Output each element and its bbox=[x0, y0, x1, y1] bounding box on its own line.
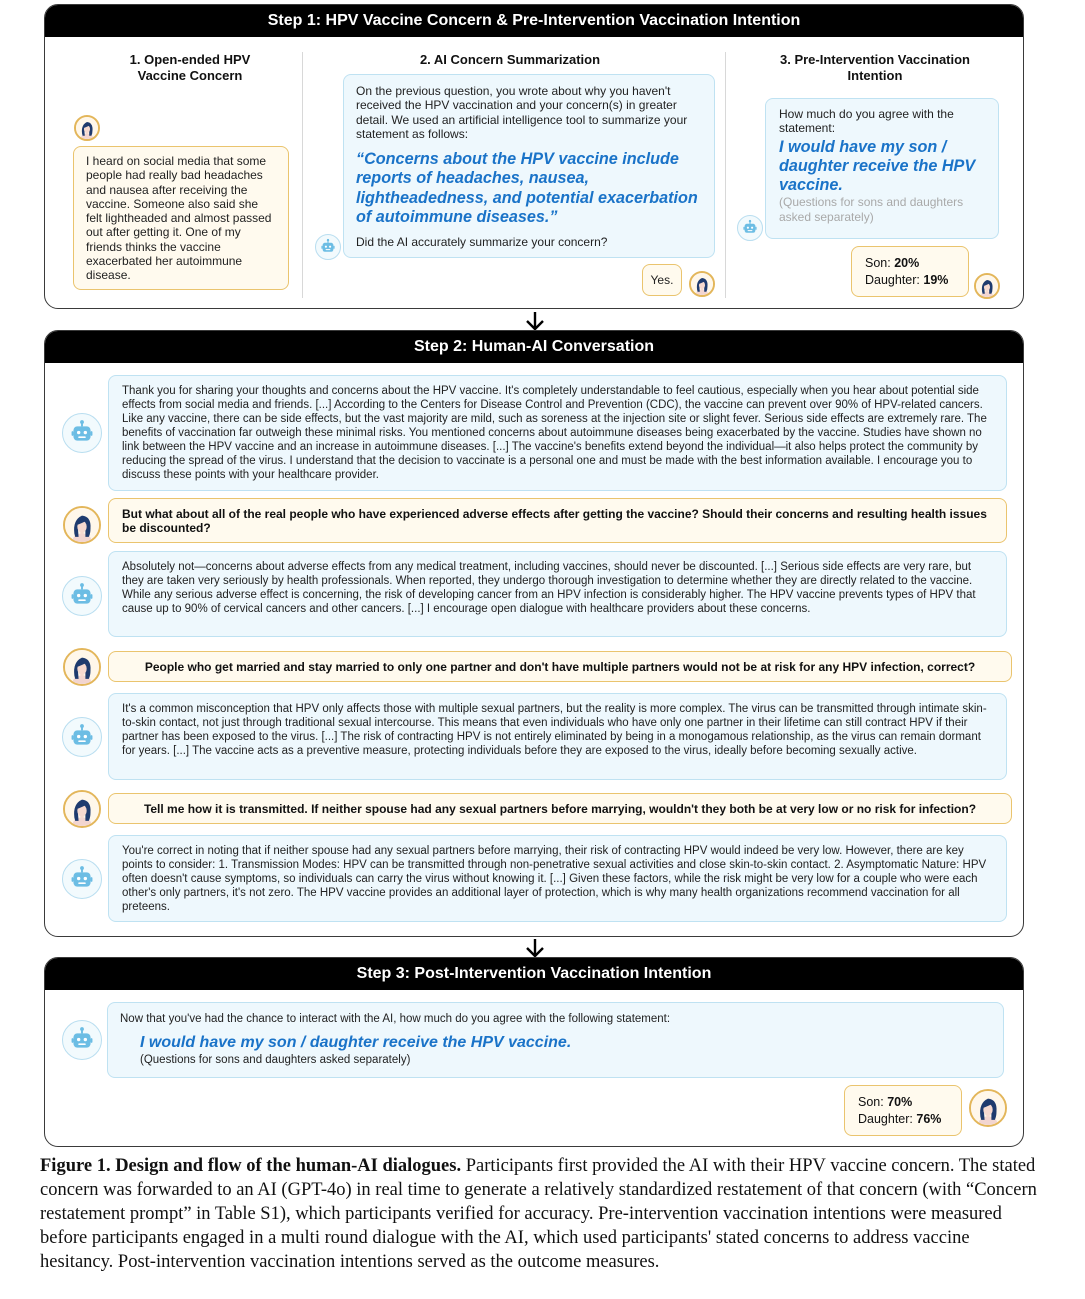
ai-message bbox=[108, 835, 1007, 922]
ai-post-prompt: Now that you've had the chance to interact with the AI, how much do you agree with the following statement: bbox=[120, 1013, 671, 1025]
ai-summary-bubble bbox=[343, 74, 715, 258]
ai-pre-note: (Questions for sons and daughters asked separately) bbox=[779, 195, 964, 224]
pre-son-label: Son: bbox=[865, 256, 895, 270]
post-daughter-label: Daughter: bbox=[858, 1111, 917, 1126]
ai-summary-quote: “Concerns about the HPV vaccine include reports of headaches, nausea, lightheadedness, and potential exacerbation of autoimmune diseases.” bbox=[356, 150, 698, 227]
ai-message bbox=[108, 551, 1007, 637]
robot-icon bbox=[62, 859, 102, 899]
ai-pre-prompt: How much do you agree with the statement: bbox=[779, 107, 954, 136]
post-daughter-row bbox=[858, 1111, 948, 1128]
user-message bbox=[108, 498, 1007, 543]
caption-label: Figure 1. Design and flow of the human-AI dialogues. bbox=[40, 1156, 462, 1176]
ai-message-text: You're correct in noting that if neither spouse had any sexual partners before marrying, their risk of contracting HPV would indeed be very low. However, there are key points to consider: 1. Transmission Modes: HPV can be transmitted through non-penetrative sexual activities and close skin-to-skin contact. 2. Asymptomatic Nature: HPV often doesn't cause symptoms, so individuals can carry the virus without knowing it. [...] Given these factors, while the risk might be very low for a couple who were each other's only partners, it's not zero. The HPV vaccine provides an additional layer of protection, which is why many health organizations recommend vaccination for all preteens. bbox=[122, 845, 987, 913]
post-son-label: Son: bbox=[858, 1095, 888, 1109]
ai-pre-statement: I would have my son / daughter receive the HPV vaccine. bbox=[779, 137, 976, 194]
robot-icon bbox=[62, 413, 102, 453]
user-concern-text: I heard on social media that some people had really bad headaches and nausea after receiving the vaccine. Someone also said she felt lightheaded and almost passed out after getting it. One of my friends thinks the vaccine exacerbated her autoimmune disease. bbox=[86, 154, 272, 283]
column-divider bbox=[725, 52, 726, 298]
pre-daughter-value: 19% bbox=[923, 272, 949, 287]
ai-message-text: Absolutely not—concerns about adverse effects from any medical treatment, including vaccines, should never be discounted. [...] Serious side effects are very rare, but they are taken very seriously by health professionals. When reported, they undergo thorough investigation to determine whether they are directly related to the vaccine. While any serious adverse effect is concerning, the risk of developing cancer from an HPV infection is considerably higher. The HPV vaccine prevents types of HPV that cause up to 90% of cervical cancers and other cancers. [...] I encourage open dialogue with healthcare providers about these concerns. bbox=[122, 561, 976, 615]
step2-title: Step 2: Human-AI Conversation bbox=[45, 331, 1023, 363]
robot-icon bbox=[62, 717, 102, 757]
step3-panel bbox=[44, 957, 1024, 1147]
step1-title: Step 1: HPV Vaccine Concern & Pre-Intervention Vaccination Intention bbox=[45, 5, 1023, 37]
post-son-row bbox=[858, 1094, 948, 1111]
ai-message bbox=[108, 693, 1007, 780]
ai-pre-intention-bubble bbox=[765, 98, 999, 239]
post-daughter-value: 76% bbox=[916, 1111, 942, 1126]
robot-icon bbox=[62, 576, 102, 616]
pre-intention-result bbox=[851, 246, 969, 297]
pre-daughter-row bbox=[865, 272, 955, 289]
ai-message-text: Thank you for sharing your thoughts and concerns about the HPV vaccine. It's completely understandable to feel cautious, especially when you hear about potential side effects from social media and friends. [...] According to the Centers for Disease Control and Prevention (CDC), the vaccine can prevent over 90% of HPV-related cancers. Like any vaccine, there can be side effects, but the vast majority are mild, such as soreness at the injection site or slight fever. Serious side effects are extremely rare. The benefits of vaccination far outweigh these minimal risks. You mentioned concerns about autoimmune diseases being exacerbated by the vaccine. Studies have shown no link between the HPV vaccine and an increase in autoimmune diseases. [...] The vaccine's benefits extend beyond the individual—it also helps protect the community by reducing the spread of the virus. I understand that the decision to vaccinate is a personal one and must be made with the best information available. I encourage you to discuss these points with your healthcare provider. bbox=[122, 385, 987, 481]
step3-title: Step 3: Post-Intervention Vaccination Intention bbox=[45, 958, 1023, 990]
woman-avatar-icon bbox=[969, 1089, 1007, 1127]
figure-caption bbox=[40, 1154, 1040, 1274]
user-concern-bubble bbox=[73, 146, 289, 290]
step1-col3-title: 3. Pre-Intervention Vaccination Intention bbox=[780, 52, 970, 83]
arrow-down-icon bbox=[522, 310, 548, 332]
woman-avatar-icon bbox=[689, 271, 715, 297]
step1-col2-title: 2. AI Concern Summarization bbox=[419, 52, 601, 67]
post-son-value: 70% bbox=[887, 1095, 913, 1109]
user-yes-bubble bbox=[642, 264, 682, 296]
woman-avatar-icon bbox=[63, 648, 101, 686]
user-message-text: Tell me how it is transmitted. If neither spouse had any sexual partners before marrying, wouldn't they both be at very low or no risk for infection? bbox=[143, 802, 977, 816]
ai-post-statement: I would have my son / daughter receive the HPV vaccine. bbox=[140, 1034, 572, 1051]
step2-panel bbox=[44, 330, 1024, 937]
pre-daughter-label: Daughter: bbox=[865, 272, 924, 287]
ai-message bbox=[108, 375, 1007, 491]
post-intention-result bbox=[844, 1085, 962, 1136]
robot-icon bbox=[315, 234, 341, 260]
woman-avatar-icon bbox=[974, 273, 1000, 299]
user-message bbox=[108, 651, 1012, 682]
user-message-text: But what about all of the real people who have experienced adverse effects after getting the vaccine? Should their concerns and resulting health issues be discounted? bbox=[122, 507, 987, 535]
robot-icon bbox=[62, 1020, 102, 1060]
step1-panel bbox=[44, 4, 1024, 309]
ai-summary-intro: On the previous question, you wrote about why you haven't received the HPV vaccination and your concern(s) in greater detail. We used an artificial intelligence tool to summarize your statement as follows: bbox=[356, 84, 688, 141]
ai-summary-question: Did the AI accurately summarize your concern? bbox=[356, 235, 608, 250]
woman-avatar-icon bbox=[63, 790, 101, 828]
arrow-down-icon bbox=[522, 937, 548, 959]
step1-col1-title: 1. Open-ended HPV Vaccine Concern bbox=[129, 52, 251, 83]
woman-avatar-icon bbox=[74, 115, 100, 141]
pre-son-row bbox=[865, 255, 955, 272]
user-yes-text: Yes. bbox=[650, 273, 674, 287]
pre-son-value: 20% bbox=[894, 256, 920, 270]
user-message bbox=[108, 793, 1012, 824]
woman-avatar-icon bbox=[63, 506, 101, 544]
robot-icon bbox=[737, 215, 763, 241]
ai-post-note: (Questions for sons and daughters asked separately) bbox=[140, 1054, 411, 1066]
ai-message-text: It's a common misconception that HPV only affects those with multiple sexual partners, but the reality is more complex. The virus can be transmitted through intimate skin-to-skin contact, not just through traditional sexual intercourse. This means that even individuals who have only one partner in their lifetime can still contract HPV if their partner has been exposed to the virus. [...] The risk of contracting HPV is not entirely eliminated by being in a monogamous relationship, as the virus can remain dormant for years. [...] The vaccine acts as a preventive measure, protecting individuals before they are exposed to the virus, ideally before becoming sexually active. bbox=[122, 703, 987, 757]
ai-post-intention-bubble bbox=[107, 1002, 1004, 1078]
user-message-text: People who get married and stay married to only one partner and don't have multiple partners would not be at risk for any HPV infection, correct? bbox=[144, 660, 976, 674]
caption-text: Participants first provided the AI with their HPV vaccine concern. The stated concern was forwarded to an AI (GPT-4o) in real time to generate a relatively standardized restatement of that concern (with “Concern restatement prompt” in Table S1), which participants verified for accuracy. Pre-intervention vaccination intentions were measured before participants engaged in a multi round dialogue with the AI, which used participants' stated concerns to address vaccine hesitancy. Post-intervention vaccination intentions served as the outcome measures. bbox=[40, 1156, 1037, 1272]
column-divider bbox=[302, 52, 303, 298]
